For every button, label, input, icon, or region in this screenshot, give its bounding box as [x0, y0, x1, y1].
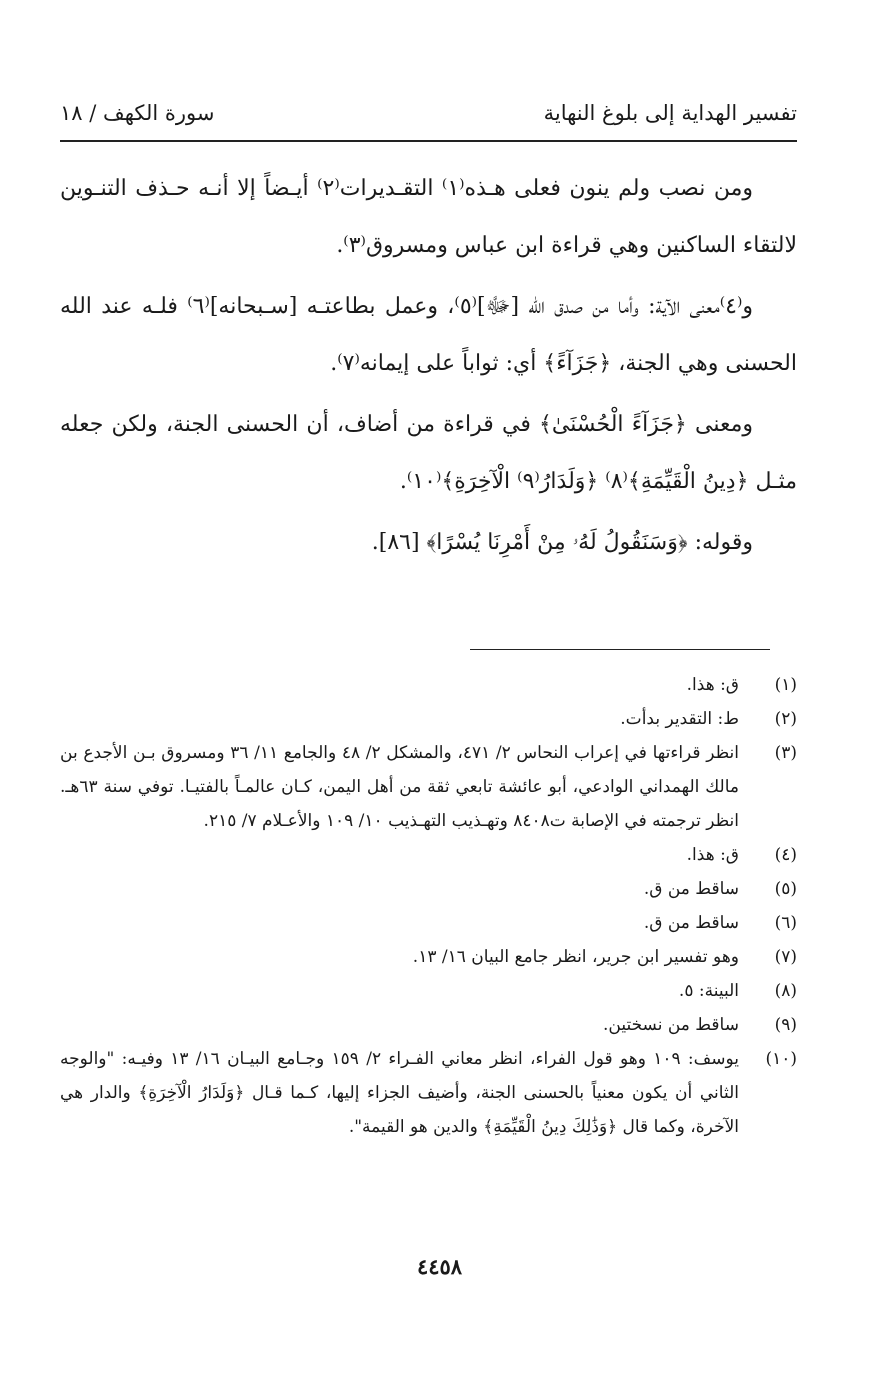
footnote-text: ساقط من نسختين. [602, 1015, 739, 1035]
footnotes [60, 668, 797, 1144]
footnote-number: (٧) [774, 947, 797, 967]
footnote-text: البينة: ٥. [678, 981, 739, 1001]
footnote [60, 736, 797, 838]
footnote-number: (١) [774, 675, 797, 695]
footnote-number: (٣) [774, 743, 797, 763]
footnote [60, 974, 797, 1008]
footnote [60, 668, 797, 702]
footnote-text: ق: هذا. [686, 675, 739, 695]
footnote-text: ساقط من ق. [643, 913, 739, 933]
footnote-text: ط: التقدير بدأت. [620, 709, 739, 729]
footnote [60, 838, 797, 872]
footnote-text: ساقط من ق. [643, 879, 739, 899]
paragraph: و⁽٤⁾معنى الآية: وأما من صدق الله [ﷻ]⁽٥⁾، وعمل بطاعتـه [سـبحانه]⁽٦⁾ فلـه عند الله الحسنى وهي الجنة، ﴿جَزَآءً﴾ أي: ثواباً على إيمانه⁽٧⁾. [60, 294, 797, 376]
main-text [60, 160, 797, 575]
footnote [60, 872, 797, 906]
footnote-number: (٨) [774, 981, 797, 1001]
paragraph: ومن نصب ولم ينون فعلى هـذه⁽١⁾ التقـديرات⁽٢⁾ أيـضاً إلا أنـه حـذف التنـوين لالتقاء الساكنين وهي قراءة ابن عباس ومسروق⁽٣⁾. [60, 176, 797, 258]
running-header [60, 96, 797, 130]
footnote-number: (٩) [774, 1015, 797, 1035]
paragraph: ومعنى ﴿جَزَآءً الْحُسْنَىٰ﴾ في قراءة من أضاف، أن الحسنى الجنة، ولكن جعله مثـل ﴿دِينُ الْقَيِّمَةِ﴾⁽٨⁾ ﴿وَلَدَارُ⁽٩⁾ الْآخِرَةِ﴾⁽١٠⁾. [60, 412, 797, 494]
footnote [60, 1008, 797, 1042]
header-divider [60, 140, 797, 142]
page-number: ٤٤٥٨ [416, 1254, 463, 1279]
surah-label: سورة الكهف / ١٨ [60, 101, 215, 125]
footnote-number: (٤) [774, 845, 797, 865]
footnote-text: انظر قراءتها في إعراب النحاس ٢/ ٤٧١، والمشكل ٢/ ٤٨ والجامع ١١/ ٣٦ ومسروق بـن الأجدع بن مالك الهمداني الوادعي، أبو عائشة تابعي ثقة من أهل اليمن، كـان عالمـاً بالفتيـا. توفي سنة ٦٣هـ. انظر ترجمته في الإصابة ت٨٤٠٨ وتهـذيب التهـذيب ١٠/ ١٠٩ والأعـلام ٧/ ٢١٥. [60, 743, 739, 831]
footnote [60, 1042, 797, 1144]
footnote-text: يوسف: ١٠٩ وهو قول الفراء، انظر معاني الفـراء ٢/ ١٥٩ وجـامع البيـان ١٦/ ١٣ وفيـه: "والوجه الثاني أن يكون معنياً بالحسنى الجنة، وأضيف الجزاء إليها، كـما قـال ﴿وَلَدَارُ الْآخِرَةِ﴾ والدار هي الآخرة، وكما قال ﴿وَذَٰلِكَ دِينُ الْقَيِّمَةِ﴾ والدين هو القيمة". [60, 1049, 739, 1137]
footnote-text: وهو تفسير ابن جرير، انظر جامع البيان ١٦/ ١٣. [412, 947, 739, 967]
footnote-divider [470, 649, 770, 650]
footnote-number: (٥) [774, 879, 797, 899]
footnote [60, 940, 797, 974]
footnote [60, 906, 797, 940]
footnote-number: (٢) [774, 709, 797, 729]
footnote-number: (١٠) [765, 1049, 797, 1069]
footnote [60, 702, 797, 736]
book-title: تفسير الهداية إلى بلوغ النهاية [543, 101, 797, 125]
paragraph: وقوله: ﴿وَسَنَقُولُ لَهُۥ مِنْ أَمْرِنَا يُسْرًا﴾ [٨٦]. [371, 530, 753, 555]
footnote-text: ق: هذا. [686, 845, 739, 865]
footnote-number: (٦) [774, 913, 797, 933]
